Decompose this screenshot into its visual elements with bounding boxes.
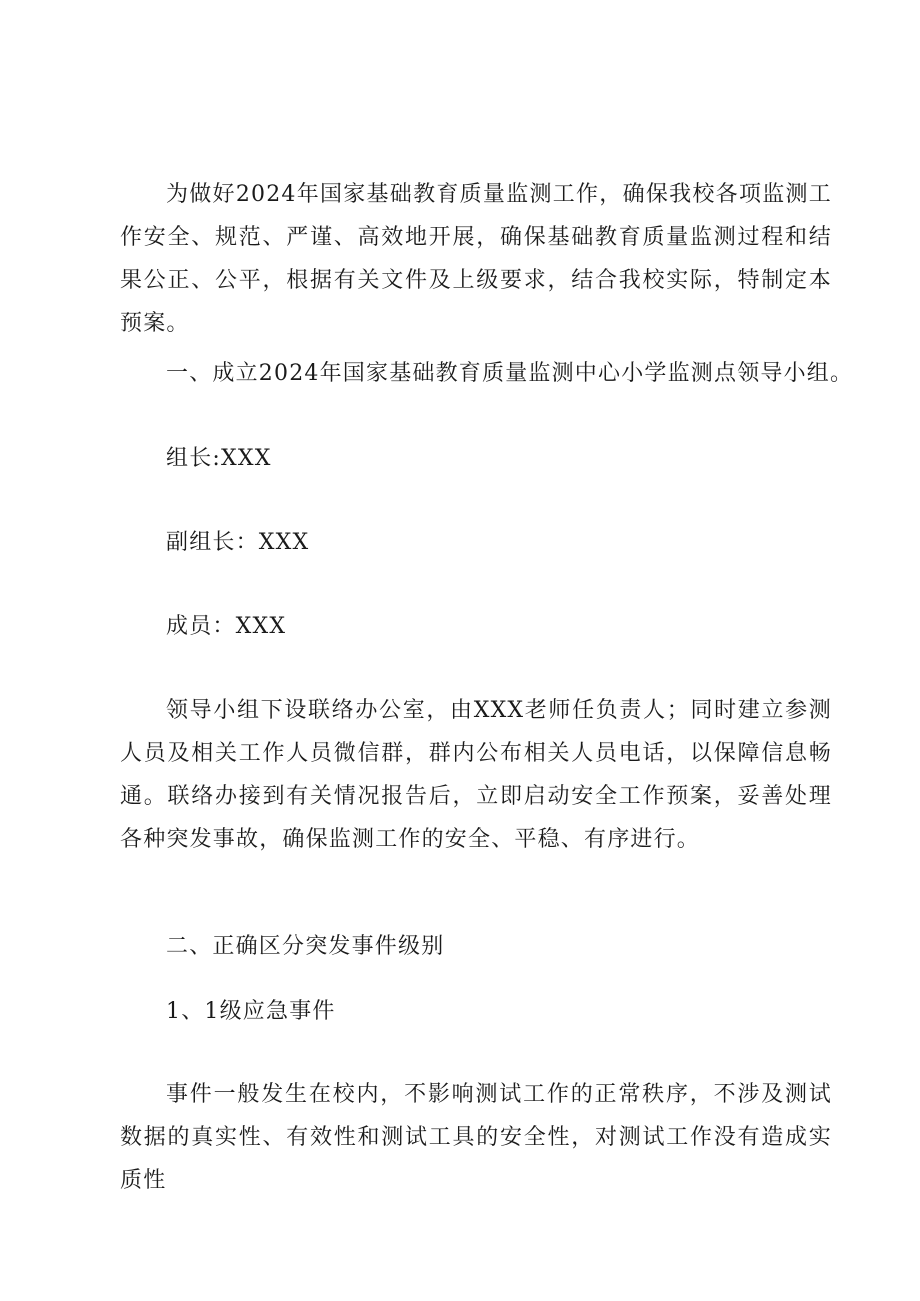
members-line: 成员：XXX	[166, 614, 287, 639]
team-leader-line: 组长:XXX	[166, 446, 272, 471]
section-heading-1: 一、成立2024年国家基础教育质量监测中心小学监测点领导小组。	[166, 361, 854, 386]
deputy-leader-line: 副组长：XXX	[166, 530, 310, 555]
subsection-heading-1: 1、1级应急事件	[166, 999, 336, 1024]
level1-event-paragraph: 事件一般发生在校内，不影响测试工作的正常秩序，不涉及测试数据的真实性、有效性和测试工具的安全性，对测试工作没有造成实质性	[120, 1082, 832, 1193]
intro-paragraph: 为做好2024年国家基础教育质量监测工作，确保我校各项监测工作安全、规范、严谨、高效地开展，确保基础教育质量监测过程和结果公正、公平，根据有关文件及上级要求，结合我校实际，特制定本预案。	[120, 182, 832, 336]
liaison-office-paragraph: 领导小组下设联络办公室，由XXX老师任负责人；同时建立参测人员及相关工作人员微信群，群内公布相关人员电话，以保障信息畅通。联络办接到有关情况报告后，立即启动安全工作预案，妥善处理各种突发事故，确保监测工作的安全、平稳、有序进行。	[120, 698, 832, 852]
section-heading-2: 二、正确区分突发事件级别	[166, 934, 445, 959]
